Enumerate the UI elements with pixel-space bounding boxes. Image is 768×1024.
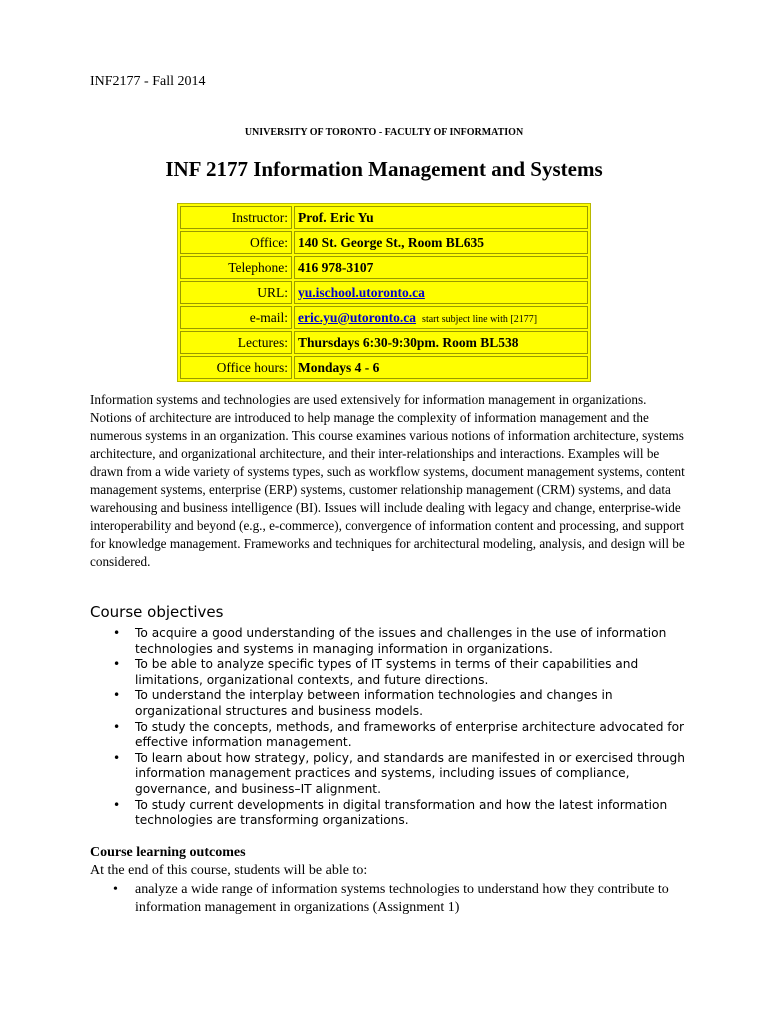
office-hours-value: Mondays 4 - 6 (294, 356, 588, 379)
info-row-email (180, 306, 588, 329)
bullet-icon: • (113, 750, 121, 765)
learning-outcomes-heading: Course learning outcomes (90, 845, 246, 860)
learning-outcome-item (90, 881, 690, 917)
objective-text: To study the concepts, methods, and frameworks of enterprise architecture advocated for effective information management. (135, 719, 685, 750)
objective-item (90, 688, 690, 719)
url-cell (294, 281, 588, 304)
page-title: INF 2177 Information Management and Systems (165, 157, 603, 181)
info-row-telephone (180, 256, 588, 279)
objective-item (90, 657, 690, 688)
bullet-icon: • (113, 657, 121, 672)
objective-text: To be able to analyze specific types of IT systems in terms of their capabilities and limitations, organizational contexts, and future directions. (135, 657, 639, 687)
bullet-icon: • (113, 626, 121, 640)
intro-paragraph: Information systems and technologies are used extensively for information management in organizations. Notions of architecture are introduced to help manage the complexity of information management and the numerous systems in an organization. This course examines various notions of information architecture, systems architecture, and organizational architecture, and their inter-relationships and interactions. Examples will be drawn from a wide variety of systems types, such as workflow systems, document management systems, content management systems, enterprise (ERP) systems, customer relationship management (CRM) systems, and data warehousing and business intelligence (BI). Issues will include dealing with legacy and change, enterprise-wide interoperability and beyond (e.g., e-commerce), convergence of information content and processing, and support for knowledge management. Frameworks and techniques for architectural modeling, analysis, and design will be considered. (90, 392, 685, 569)
objective-item (90, 751, 690, 798)
objective-item (90, 720, 690, 751)
objective-item (90, 626, 690, 657)
info-row-instructor (180, 206, 588, 229)
objective-text: To acquire a good understanding of the issues and challenges in the use of information technologies and systems in managing information in organizations. (135, 626, 667, 656)
instructor-label: Instructor: (180, 206, 292, 229)
bullet-icon: • (113, 688, 121, 703)
university-faculty-line: UNIVERSITY OF TORONTO - FACULTY OF INFORMATION (244, 127, 524, 138)
objectives-list (90, 626, 690, 829)
telephone-value: 416 978-3107 (294, 256, 588, 279)
info-row-office (180, 231, 588, 254)
objective-text: To learn about how strategy, policy, and standards are manifested in or exercised through information management practices and systems, including issues of compliance, governance, and business–IT alignment. (135, 750, 685, 796)
lectures-value: Thursdays 6:30-9:30pm. Room BL538 (294, 331, 588, 354)
office-value: 140 St. George St., Room BL635 (294, 231, 588, 254)
learning-outcomes-intro: At the end of this course, students will be able to: (90, 863, 368, 878)
bullet-icon: • (113, 882, 118, 897)
objective-text: To understand the interplay between information technologies and changes in organizational structures and business models. (135, 688, 613, 718)
info-row-url (180, 281, 588, 304)
url-label: URL: (180, 281, 292, 304)
info-row-office-hours (180, 356, 588, 379)
info-row-lectures (180, 331, 588, 354)
office-hours-label: Office hours: (180, 356, 292, 379)
bullet-icon: • (113, 797, 121, 812)
lectures-label: Lectures: (180, 331, 292, 354)
learning-outcomes-list (90, 881, 690, 917)
instructor-value: Prof. Eric Yu (294, 206, 588, 229)
email-link[interactable]: eric.yu@utoronto.ca (298, 309, 417, 325)
office-label: Office: (180, 231, 292, 254)
email-label: e-mail: (180, 306, 292, 329)
email-subject-note: start subject line with [2177] (422, 313, 538, 325)
course-term-header: INF2177 - Fall 2014 (90, 74, 206, 89)
course-info-table (177, 203, 591, 382)
email-cell (294, 306, 588, 329)
learning-outcome-text: analyze a wide range of information systems technologies to understand how they contribute to information management in organizations (Assignment 1) (135, 882, 669, 915)
url-link[interactable]: yu.ischool.utoronto.ca (298, 284, 425, 300)
telephone-label: Telephone: (180, 256, 292, 279)
objective-item (90, 798, 690, 829)
objective-text: To study current developments in digital transformation and how the latest information technologies are transforming organizations. (135, 797, 668, 828)
objectives-heading: Course objectives (90, 603, 224, 621)
bullet-icon: • (113, 719, 121, 734)
